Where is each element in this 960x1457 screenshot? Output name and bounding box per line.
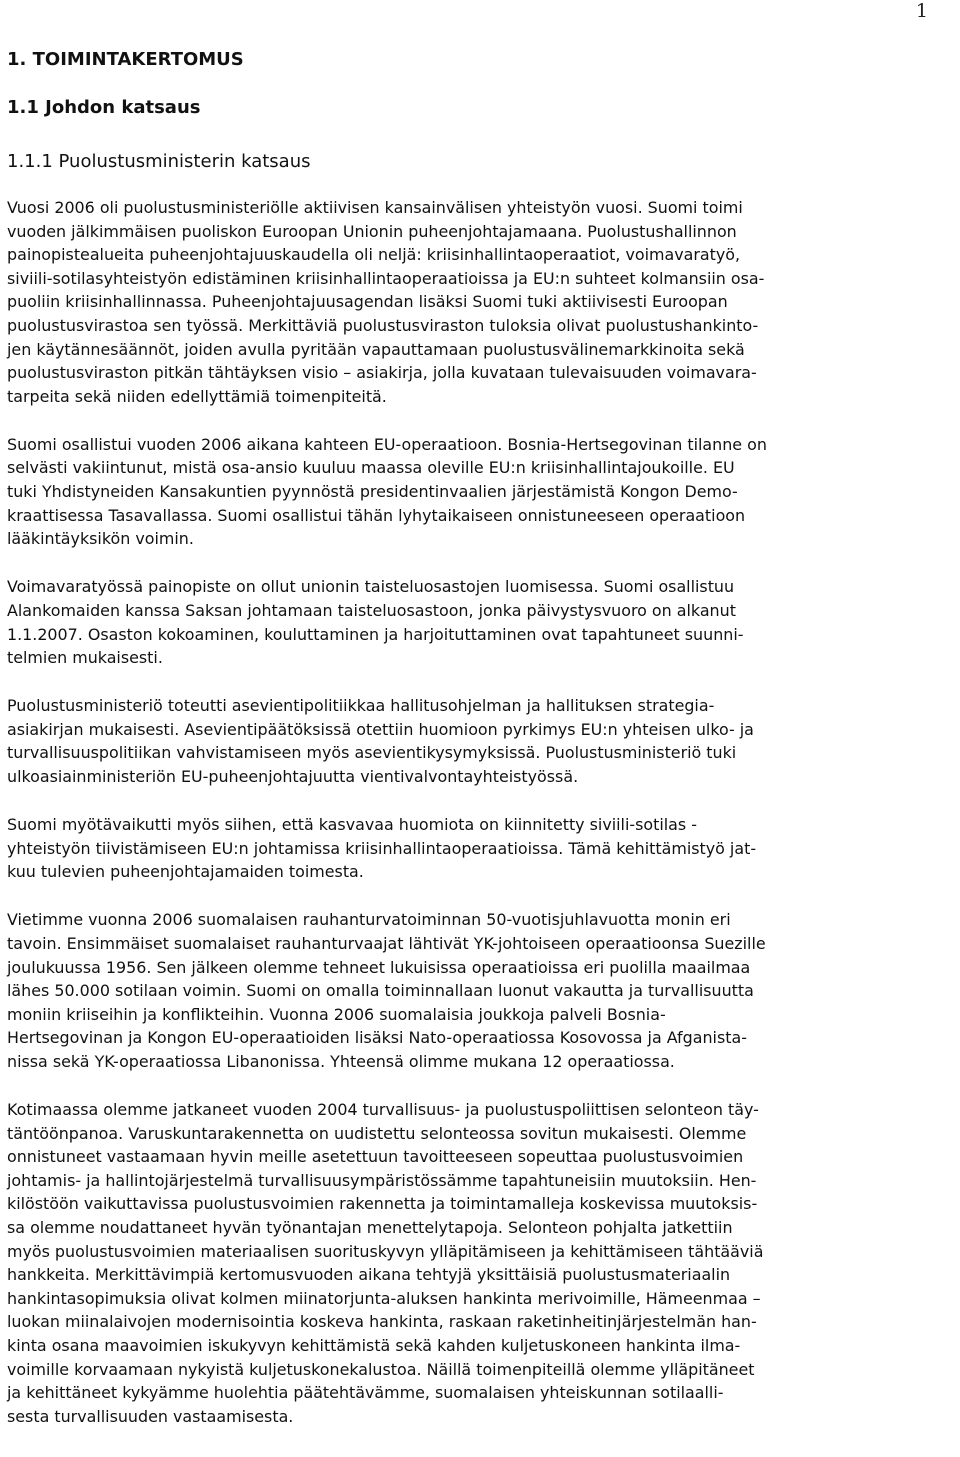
text-line: hankkeita. Merkittävimpiä kertomusvuoden aikana tehtyjä yksittäisiä puolustusmateriaalin — [7, 1265, 731, 1285]
text-line: sesta turvallisuuden vastaamisesta. — [7, 1406, 294, 1426]
text-line: ulkoasiainministeriön EU-puheenjohtajuutta vientivalvontayhteistyössä. — [7, 766, 579, 786]
paragraph — [7, 1098, 955, 1428]
text-line: Voimavaratyössä painopiste on ollut unionin taisteluosastojen luomisessa. Suomi osallistuu — [7, 577, 735, 597]
text-line: yhteistyön tiivistämiseen EU:n johtamissa kriisinhallintaoperaatioissa. Tämä kehittämistyö jat- — [7, 838, 757, 858]
text-line: tavoin. Ensimmäiset suomalaiset rauhanturvaajat lähtivät YK-johtoiseen operaatioonsa Suezille — [7, 933, 766, 953]
text-line: voimille korvaamaan nykyistä kuljetuskonekalustoa. Näillä toimenpiteillä olemme ylläpitäneet — [7, 1359, 755, 1379]
text-line: Vuosi 2006 oli puolustusministeriölle aktiivisen kansainvälisen yhteistyön vuosi. Suomi toimi — [7, 198, 743, 217]
text-line: turvallisuuspolitiikan vahvistamiseen myös asevientikysymyksissä. Puolustusministeriö tuki — [7, 743, 737, 763]
text-line: johtamis- ja hallintojärjestelmä turvallisuusympäristössämme tapahtuneisiin muutoksiin. Hen- — [7, 1170, 757, 1190]
text-line: puoliin kriisinhallinnassa. Puheenjohtajuusagendan lisäksi Suomi tuki aktiivisesti Euroopan — [7, 292, 728, 312]
text-line: selvästi vakiintunut, mistä osa-ansio kuuluu maassa oleville EU:n kriisinhallintajoukoille. EU — [7, 458, 735, 478]
paragraph — [7, 694, 955, 788]
text-line: Vietimme vuonna 2006 suomalaisen rauhanturvatoiminnan 50-vuotisjuhlavuotta monin eri — [7, 910, 731, 930]
paragraph — [7, 813, 955, 884]
text-line: telmien mukaisesti. — [7, 648, 163, 668]
text-line: nissa sekä YK-operaatiossa Libanonissa. Yhteensä olimme mukana 12 operaatiossa. — [7, 1051, 675, 1071]
text-line: kuu tulevien puheenjohtajamaiden toimesta. — [7, 862, 364, 882]
text-line: tarpeita sekä niiden edellyttämiä toimenpiteitä. — [7, 386, 387, 406]
text-line: lääkintäyksikön voimin. — [7, 529, 194, 549]
text-line: Puolustusministeriö toteutti asevientipolitiikkaa hallitusohjelman ja hallituksen strategia- — [7, 696, 715, 716]
text-line: Suomi osallistui vuoden 2006 aikana kahteen EU-operaatioon. Bosnia-Hertsegovinan tilanne on — [7, 434, 767, 454]
text-line: joulukuussa 1956. Sen jälkeen olemme tehneet lukuisissa operaatioissa eri puolilla maailmaa — [7, 957, 751, 977]
text-line: kilöstöön vaikuttavissa puolustusvoimien rakennetta ja toimintamalleja koskevissa muutoksis- — [7, 1194, 758, 1214]
text-line: painopistealueita puheenjohtajuuskaudella oli neljä: kriisinhallintaoperaatiot, voimavaratyö, — [7, 245, 741, 265]
section-heading: 1.1 Johdon katsaus — [7, 97, 201, 118]
page-number: 1 — [915, 0, 928, 22]
text-line: kinta osana maavoimien iskukyvyn kehittämistä sekä kahden kuljetuskoneen hankinta ilma- — [7, 1335, 741, 1355]
text-line: puolustusviraston pitkän tähtäyksen visio – asiakirja, jolla kuvataan tulevaisuuden voimavara- — [7, 363, 757, 383]
text-line: sa olemme noudattaneet hyvän työnantajan menettelytapoja. Selonteon pohjalta jatkettiin — [7, 1217, 733, 1237]
text-line: ja kehittäneet kykyämme huolehtia päätehtävämme, suomalaisen yhteiskunnan sotilaalli- — [7, 1383, 724, 1403]
text-line: puolustusvirastoa sen työssä. Merkittäviä puolustusviraston tuloksia olivat puolustushankinto- — [7, 315, 759, 335]
text-line: Hertsegovinan ja Kongon EU-operaatioiden lisäksi Nato-operaatiossa Kosovossa ja Afganista- — [7, 1028, 747, 1048]
text-line: asiakirjan mukaisesti. Asevientipäätöksissä otettiin huomioon pyrkimys EU:n yhteisen ulko- ja — [7, 719, 754, 739]
paragraph — [7, 196, 955, 408]
paragraph — [7, 575, 955, 669]
paragraph — [7, 433, 955, 551]
text-line: moniin kriiseihin ja konflikteihin. Vuonna 2006 suomalaisia joukkoja palveli Bosnia- — [7, 1004, 666, 1024]
text-line: hankintasopimuksia olivat kolmen miinatorjunta-aluksen hankinta merivoimille, Hämeenmaa – — [7, 1288, 761, 1308]
text-line: vuoden jälkimmäisen puoliskon Euroopan Unionin puheenjohtajamaana. Puolustushallinnon — [7, 221, 737, 241]
document-body — [7, 48, 955, 1453]
text-line: kraattisessa Tasavallassa. Suomi osallistui tähän lyhytaikaiseen onnistuneeseen operaatioon — [7, 505, 746, 525]
text-line: Kotimaassa olemme jatkaneet vuoden 2004 turvallisuus- ja puolustuspoliittisen selonteon täy- — [7, 1100, 759, 1119]
text-line: myös puolustusvoimien materiaalisen suorituskyvyn ylläpitämiseen ja kehittämiseen tähtääviä — [7, 1241, 764, 1261]
text-line: lähes 50.000 sotilaan voimin. Suomi on omalla toiminnallaan luonut vakautta ja turvallisuutta — [7, 981, 754, 1001]
text-line: onnistuneet vastaamaan hyvin meille asetettuun tavoitteeseen sopeuttaa puolustusvoimien — [7, 1147, 744, 1167]
subsection-heading: 1.1.1 Puolustusministerin katsaus — [7, 151, 311, 172]
paragraph — [7, 908, 955, 1073]
text-line: täntöönpanoa. Varuskuntarakennetta on uudistettu selonteossa sovitun mukaisesti. Olemme — [7, 1123, 747, 1143]
text-line: 1.1.2007. Osaston kokoaminen, kouluttaminen ja harjoituttaminen ovat tapahtuneet suunni- — [7, 624, 744, 644]
text-line: jen käytännesäännöt, joiden avulla pyritään vapauttamaan puolustusvälinemarkkinoita sekä — [7, 339, 745, 359]
text-line: tuki Yhdistyneiden Kansakuntien pyynnöstä presidentinvaalien järjestämistä Kongon Demo- — [7, 482, 738, 502]
text-line: Suomi myötävaikutti myös siihen, että kasvavaa huomiota on kiinnitetty siviili-sotilas - — [7, 815, 697, 835]
chapter-heading: 1. TOIMINTAKERTOMUS — [7, 49, 244, 70]
paragraphs-container — [7, 196, 955, 1428]
text-line: Alankomaiden kanssa Saksan johtamaan taisteluosastoon, jonka päivystysvuoro on alkanut — [7, 600, 736, 620]
text-line: siviili-sotilasyhteistyön edistäminen kriisinhallintaoperaatioissa ja EU:n suhteet kolmansiin osa- — [7, 268, 765, 288]
text-line: luokan miinalaivojen modernisointia koskeva hankinta, raskaan raketinheitinjärjestelmän han- — [7, 1312, 757, 1332]
